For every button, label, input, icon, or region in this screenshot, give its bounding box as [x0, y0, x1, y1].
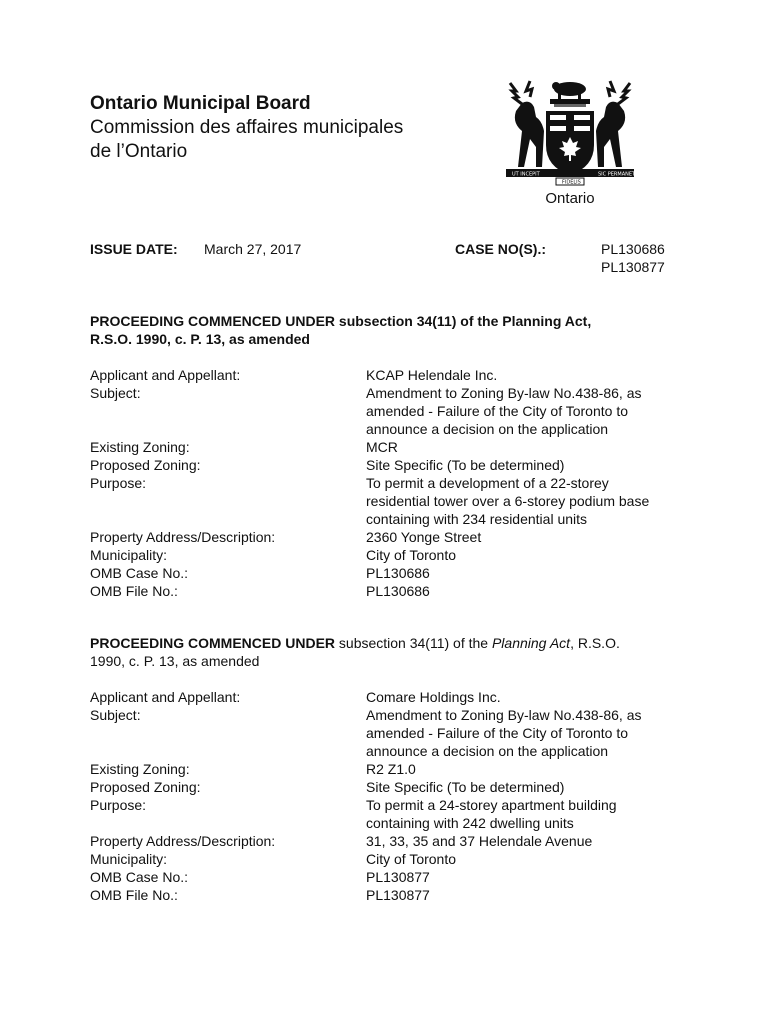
- municipality-value: City of Toronto: [366, 851, 457, 867]
- proceeding-1-details: [90, 366, 690, 600]
- proceeding-1-heading-line1: PROCEEDING COMMENCED UNDER subsection 34(11) of the Planning Act,: [90, 313, 592, 329]
- detail-row-applicant: [90, 688, 690, 706]
- proceeding-2-heading-act: Planning Act: [491, 635, 571, 651]
- proposed-zoning-label: Proposed Zoning:: [90, 457, 201, 473]
- detail-row-existing-zoning: [90, 760, 690, 778]
- existing-zoning-label: Existing Zoning:: [90, 439, 190, 455]
- address-label: Property Address/Description:: [90, 529, 276, 545]
- purpose-line: To permit a development of a 22-storey: [366, 475, 609, 491]
- omb-case-label: OMB Case No.:: [90, 869, 189, 885]
- omb-file-label: OMB File No.:: [90, 887, 178, 903]
- proposed-zoning-value: Site Specific (To be determined): [366, 779, 565, 795]
- detail-row-purpose: [90, 796, 690, 832]
- proceeding-2-heading-line2: 1990, c. P. 13, as amended: [90, 653, 260, 669]
- purpose-line: containing with 242 dwelling units: [366, 815, 574, 831]
- proceeding-2-details: [90, 688, 690, 904]
- proposed-zoning-value: Site Specific (To be determined): [366, 457, 565, 473]
- subject-label: Subject:: [90, 707, 141, 723]
- subject-line: Amendment to Zoning By-law No.438-86, as: [366, 385, 642, 401]
- detail-row-existing-zoning: [90, 438, 690, 456]
- omb-case-value: PL130686: [366, 565, 430, 581]
- omb-case-value: PL130877: [366, 869, 430, 885]
- existing-zoning-label: Existing Zoning:: [90, 761, 190, 777]
- subject-line: announce a decision on the application: [366, 421, 609, 437]
- detail-row-municipality: [90, 850, 690, 868]
- board-name-english: Ontario Municipal Board: [90, 93, 311, 114]
- purpose-line: containing with 234 residential units: [366, 511, 588, 527]
- crest-motto-right: SIC PERMANET: [598, 171, 636, 178]
- case-number-1: PL130686: [601, 241, 665, 257]
- proceeding-2-heading-bold: PROCEEDING COMMENCED UNDER: [90, 635, 336, 651]
- issue-date-label: ISSUE DATE:: [90, 241, 178, 257]
- detail-row-address: [90, 528, 690, 546]
- omb-file-value: PL130686: [366, 583, 430, 599]
- address-label: Property Address/Description:: [90, 833, 276, 849]
- omb-file-value: PL130877: [366, 887, 430, 903]
- subject-value: [366, 384, 676, 438]
- crest-motto-center: FIDELIS: [562, 179, 581, 186]
- crest-motto-left: UT INCEPIT: [512, 171, 540, 178]
- detail-row-applicant: [90, 366, 690, 384]
- existing-zoning-value: MCR: [366, 439, 398, 455]
- detail-row-subject: [90, 384, 690, 438]
- board-name-french-line1: Commission des affaires municipales: [90, 117, 404, 138]
- subject-line: Amendment to Zoning By-law No.438-86, as: [366, 707, 642, 723]
- applicant-value: KCAP Helendale Inc.: [366, 367, 498, 383]
- purpose-label: Purpose:: [90, 475, 147, 491]
- municipality-label: Municipality:: [90, 547, 168, 563]
- existing-zoning-value: R2 Z1.0: [366, 761, 416, 777]
- detail-row-omb-case: [90, 564, 690, 582]
- address-value: 2360 Yonge Street: [366, 529, 482, 545]
- subject-label: Subject:: [90, 385, 141, 401]
- municipality-label: Municipality:: [90, 851, 168, 867]
- proceeding-1-heading: [90, 312, 690, 348]
- purpose-value: [366, 796, 676, 832]
- subject-line: amended - Failure of the City of Toronto to: [366, 725, 628, 741]
- case-numbers-list: [601, 240, 665, 276]
- omb-file-label: OMB File No.:: [90, 583, 178, 599]
- detail-row-purpose: [90, 474, 690, 528]
- proposed-zoning-label: Proposed Zoning:: [90, 779, 201, 795]
- proceeding-2-heading-pre: subsection 34(11) of the: [335, 635, 492, 651]
- applicant-value: Comare Holdings Inc.: [366, 689, 501, 705]
- subject-line: announce a decision on the application: [366, 743, 609, 759]
- omb-case-label: OMB Case No.:: [90, 565, 189, 581]
- detail-row-subject: [90, 706, 690, 760]
- applicant-label: Applicant and Appellant:: [90, 689, 241, 705]
- proceeding-2-heading: [90, 634, 690, 670]
- purpose-line: To permit a 24-storey apartment building: [366, 797, 617, 813]
- proceeding-2-heading-post: , R.S.O.: [570, 635, 620, 651]
- detail-row-omb-file: [90, 886, 690, 904]
- board-name: [90, 92, 403, 164]
- issue-date-value: March 27, 2017: [204, 241, 302, 257]
- proceeding-2-heading-line1: [90, 634, 690, 652]
- proceeding-1-heading-line2: R.S.O. 1990, c. P. 13, as amended: [90, 331, 310, 347]
- detail-row-municipality: [90, 546, 690, 564]
- detail-row-address: [90, 832, 690, 850]
- case-numbers-label: CASE NO(S).:: [455, 241, 546, 257]
- purpose-label: Purpose:: [90, 797, 147, 813]
- detail-row-proposed-zoning: [90, 778, 690, 796]
- subject-value: [366, 706, 676, 760]
- board-name-french-line2: de l’Ontario: [90, 141, 188, 162]
- purpose-value: [366, 474, 676, 528]
- applicant-label: Applicant and Appellant:: [90, 367, 241, 383]
- municipality-value: City of Toronto: [366, 547, 457, 563]
- ontario-coat-of-arms-icon: [500, 75, 640, 210]
- address-value: 31, 33, 35 and 37 Helendale Avenue: [366, 833, 593, 849]
- detail-row-proposed-zoning: [90, 456, 690, 474]
- purpose-line: residential tower over a 6-storey podium base: [366, 493, 650, 509]
- detail-row-omb-case: [90, 868, 690, 886]
- subject-line: amended - Failure of the City of Toronto to: [366, 403, 628, 419]
- case-number-2: PL130877: [601, 259, 665, 275]
- crest-wordmark: Ontario: [545, 190, 595, 207]
- detail-row-omb-file: [90, 582, 690, 600]
